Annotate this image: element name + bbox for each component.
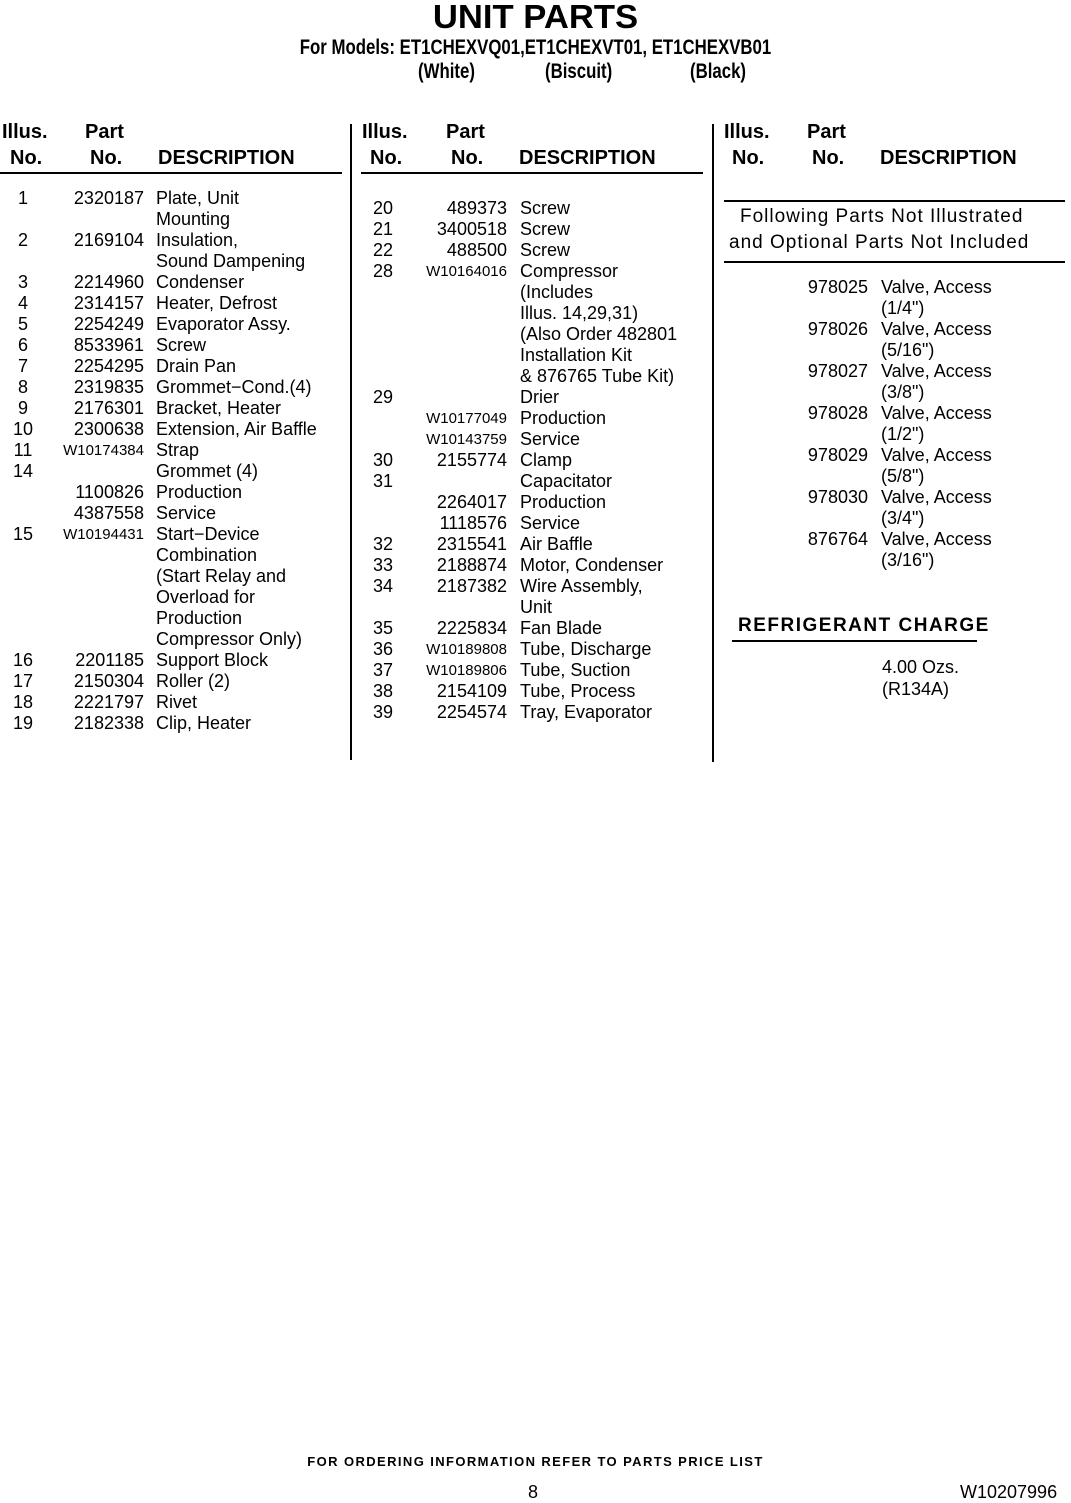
table-row [368,345,703,366]
part-description: Insulation, [156,230,239,250]
illus-number: 18 [12,692,34,712]
table-row [368,492,703,513]
header-illus-3: Illus. [724,121,770,143]
illus-number: 22 [372,240,394,260]
part-description: Wire Assembly, [520,576,643,596]
part-number: 876764 [807,529,868,549]
illus-number: 29 [372,387,394,407]
table-row [368,534,703,555]
part-description: Screw [520,198,571,218]
header-part-1: Part [85,121,124,143]
part-number: 488500 [446,240,507,260]
illus-number: 37 [372,660,394,680]
parts-list-col3 [728,277,1063,571]
part-description: Production [520,492,607,512]
header-illus-no-1: No. [10,147,43,169]
part-description: (3/8") [881,382,925,402]
column-divider-1 [350,124,352,760]
part-number: W10189808 [426,641,507,658]
table-row [8,272,343,293]
table-row [8,251,343,272]
part-description: Valve, Access [881,277,992,297]
part-description: Valve, Access [881,319,992,339]
part-description: Compressor Only) [156,629,303,649]
table-row [8,524,343,545]
illus-number: 19 [12,713,34,733]
part-description: Mounting [156,209,231,229]
part-description: & 876765 Tube Kit) [520,366,675,386]
header-desc-1: DESCRIPTION [158,147,295,169]
table-row [8,461,343,482]
table-row [368,660,703,681]
table-row [728,445,1063,466]
illus-number: 7 [17,356,28,376]
part-number: 2320187 [73,188,144,208]
part-number: 978027 [807,361,868,381]
table-row [368,429,703,450]
notice-rule-top [724,200,1065,202]
part-description: Plate, Unit [156,188,240,208]
header-part-3: Part [807,121,846,143]
part-number: 978029 [807,445,868,465]
illus-number: 15 [12,524,34,544]
part-number: W10174384 [63,442,144,459]
header-rule-2 [361,172,703,174]
table-row [728,529,1063,550]
table-row [728,340,1063,361]
notice-line-2: and Optional Parts Not Included [729,232,1030,253]
part-number: 2254295 [73,356,144,376]
part-number: 2254249 [73,314,144,334]
part-description: Valve, Access [881,445,992,465]
table-row [728,319,1063,340]
document-number: W10207996 [960,1482,1058,1502]
table-row [8,587,343,608]
part-number: 2176301 [73,398,144,418]
part-description: Rivet [156,692,198,712]
illus-number: 33 [372,555,394,575]
table-row [368,597,703,618]
table-row [368,324,703,345]
part-description: Fan Blade [520,618,603,638]
illus-number: 31 [372,471,394,491]
refrigerant-heading: REFRIGERANT CHARGE [738,615,990,636]
illus-number: 30 [372,450,394,470]
part-number: 2182338 [73,713,144,733]
illus-number: 32 [372,534,394,554]
part-number: 978030 [807,487,868,507]
header-part-2: Part [446,121,485,143]
part-number: 2187382 [436,576,507,596]
color-black: (Black) [690,60,747,83]
table-row [368,513,703,534]
table-row [8,482,343,503]
notice-line-1: Following Parts Not Illustrated [740,206,1024,227]
table-row [728,487,1063,508]
table-row [8,566,343,587]
model-colors [0,60,1071,84]
table-row [8,503,343,524]
column-divider-2 [712,124,714,762]
part-description: Combination [156,545,258,565]
part-description: Screw [520,219,571,239]
part-number: 2214960 [73,272,144,292]
table-row [368,450,703,471]
part-description: Grommet (4) [156,461,259,481]
table-row [728,403,1063,424]
part-number: W10189806 [426,662,507,679]
part-number: 1100826 [75,482,144,502]
part-number: W10164016 [426,263,507,280]
part-number: 2264017 [436,492,507,512]
parts-list-col1 [8,188,343,734]
part-description: Start−Device [156,524,260,544]
table-row [728,277,1063,298]
table-row [728,382,1063,403]
table-row [8,209,343,230]
illus-number: 39 [372,702,394,722]
part-number: W10194431 [63,526,144,543]
part-description: Motor, Condenser [520,555,664,575]
table-row [8,608,343,629]
part-description: Tube, Suction [520,660,631,680]
table-row [8,713,343,734]
illus-number: 21 [372,219,394,239]
table-row [728,298,1063,319]
part-number: 2314157 [73,293,144,313]
page-number: 8 [528,1482,539,1502]
part-description: Tube, Process [520,681,636,701]
part-description: Service [520,513,581,533]
table-row [368,303,703,324]
header-illus-2: Illus. [362,121,408,143]
table-row [8,230,343,251]
table-row [8,629,343,650]
table-row [368,702,703,723]
table-row [8,188,343,209]
table-row [8,692,343,713]
illus-number: 20 [372,198,394,218]
header-part-no-2: No. [451,147,484,169]
part-description: Grommet−Cond.(4) [156,377,312,397]
ordering-footer: FOR ORDERING INFORMATION REFER TO PARTS PRICE LIST [307,1454,764,1469]
table-row [728,466,1063,487]
part-number: W10143759 [426,431,507,448]
header-illus-no-3: No. [732,147,765,169]
part-description: Extension, Air Baffle [156,419,317,439]
table-row [368,471,703,492]
part-number: 978028 [807,403,868,423]
illus-number: 35 [372,618,394,638]
part-description: Production [156,482,243,502]
illus-number: 14 [12,461,34,481]
part-description: Installation Kit [520,345,633,365]
part-description: Service [156,503,217,523]
part-description: (3/16") [881,550,935,570]
refrigerant-amount: 4.00 Ozs. [882,657,960,677]
table-row [8,377,343,398]
part-number: 2319835 [73,377,144,397]
part-description: Air Baffle [520,534,593,554]
part-description: Strap [156,440,200,460]
table-row [8,314,343,335]
table-row [8,293,343,314]
part-description: Production [520,408,607,428]
part-description: Tube, Discharge [520,639,652,659]
part-number: W10177049 [426,410,507,427]
illus-number: 5 [17,314,28,334]
part-description: Valve, Access [881,361,992,381]
part-number: 2155774 [436,450,507,470]
table-row [728,361,1063,382]
part-description: Unit [520,597,553,617]
table-row [368,240,703,261]
part-description: Service [520,429,581,449]
part-number: 489373 [446,198,507,218]
table-row [368,576,703,597]
part-number: 3400518 [436,219,507,239]
refrigerant-rule [732,640,977,642]
model-list: For Models: ET1CHEXVQ01,ET1CHEXVT01, ET1CHEXVB01 [299,36,772,59]
part-description: Tray, Evaporator [520,702,653,722]
part-description: Roller (2) [156,671,231,691]
notice-rule-bottom [724,261,1065,263]
part-description: (Start Relay and [156,566,287,586]
header-part-no-1: No. [90,147,123,169]
part-description: Valve, Access [881,529,992,549]
illus-number: 38 [372,681,394,701]
part-description: (1/4") [881,298,925,318]
part-description: (Also Order 482801 [520,324,678,344]
table-row [368,639,703,660]
table-row [368,198,703,219]
illus-number: 3 [17,272,28,292]
table-row [368,387,703,408]
table-row [8,440,343,461]
part-number: 978025 [807,277,868,297]
part-description: Clamp [520,450,573,470]
part-description: Screw [156,335,207,355]
illus-number: 4 [17,293,28,313]
part-description: Evaporator Assy. [156,314,291,334]
table-row [368,282,703,303]
part-description: Valve, Access [881,487,992,507]
part-number: 4387558 [73,503,144,523]
part-number: 2169104 [73,230,144,250]
table-row [368,618,703,639]
illus-number: 9 [17,398,28,418]
refrigerant-type: (R134A) [882,679,950,699]
illus-number: 36 [372,639,394,659]
illus-number: 28 [372,261,394,281]
illus-number: 8 [17,377,28,397]
part-description: (5/16") [881,340,935,360]
table-row [368,555,703,576]
header-illus-1: Illus. [2,121,48,143]
header-desc-3: DESCRIPTION [880,147,1017,169]
part-number: 2315541 [436,534,507,554]
part-number: 2154109 [436,681,507,701]
illus-number: 10 [12,419,34,439]
table-row [8,545,343,566]
table-row [8,671,343,692]
part-number: 2221797 [73,692,144,712]
part-description: Overload for [156,587,256,607]
illus-number: 6 [17,335,28,355]
table-row [728,550,1063,571]
part-description: (5/8") [881,466,925,486]
illus-number: 34 [372,576,394,596]
part-number: 2150304 [73,671,144,691]
parts-list-col2 [368,198,703,723]
table-row [8,398,343,419]
part-description: (3/4") [881,508,925,528]
part-description: (1/2") [881,424,925,444]
part-description: Drier [520,387,559,407]
header-rule-1 [0,172,342,174]
part-description: Drain Pan [156,356,237,376]
part-description: Valve, Access [881,403,992,423]
table-row [728,424,1063,445]
part-description: Illus. 14,29,31) [520,303,639,323]
part-number: 2188874 [436,555,507,575]
part-number: 978026 [807,319,868,339]
page-title: UNIT PARTS [432,0,639,35]
part-description: Support Block [156,650,269,670]
table-row [8,419,343,440]
illus-number: 1 [17,188,28,208]
table-row [368,408,703,429]
part-description: Compressor [520,261,619,281]
table-row [368,219,703,240]
part-description: (Includes [520,282,594,302]
part-number: 2254574 [436,702,507,722]
part-description: Sound Dampening [156,251,306,271]
header-part-no-3: No. [812,147,845,169]
illus-number: 16 [12,650,34,670]
table-row [368,261,703,282]
table-row [728,508,1063,529]
table-row [368,366,703,387]
table-row [8,356,343,377]
part-description: Condenser [156,272,245,292]
illus-number: 11 [13,440,33,460]
part-description: Heater, Defrost [156,293,278,313]
table-row [8,650,343,671]
table-row [368,681,703,702]
part-number: 2300638 [73,419,144,439]
part-description: Production [156,608,243,628]
part-number: 2225834 [436,618,507,638]
illus-number: 17 [12,671,34,691]
part-description: Bracket, Heater [156,398,282,418]
color-white: (White) [418,60,475,83]
part-number: 8533961 [73,335,144,355]
header-desc-2: DESCRIPTION [519,147,656,169]
part-description: Clip, Heater [156,713,252,733]
part-number: 2201185 [75,650,144,670]
part-description: Capacitator [520,471,613,491]
part-description: Screw [520,240,571,260]
color-biscuit: (Biscuit) [545,60,613,83]
illus-number: 2 [17,230,28,250]
header-illus-no-2: No. [370,147,403,169]
table-row [8,335,343,356]
part-number: 1118576 [439,513,507,533]
